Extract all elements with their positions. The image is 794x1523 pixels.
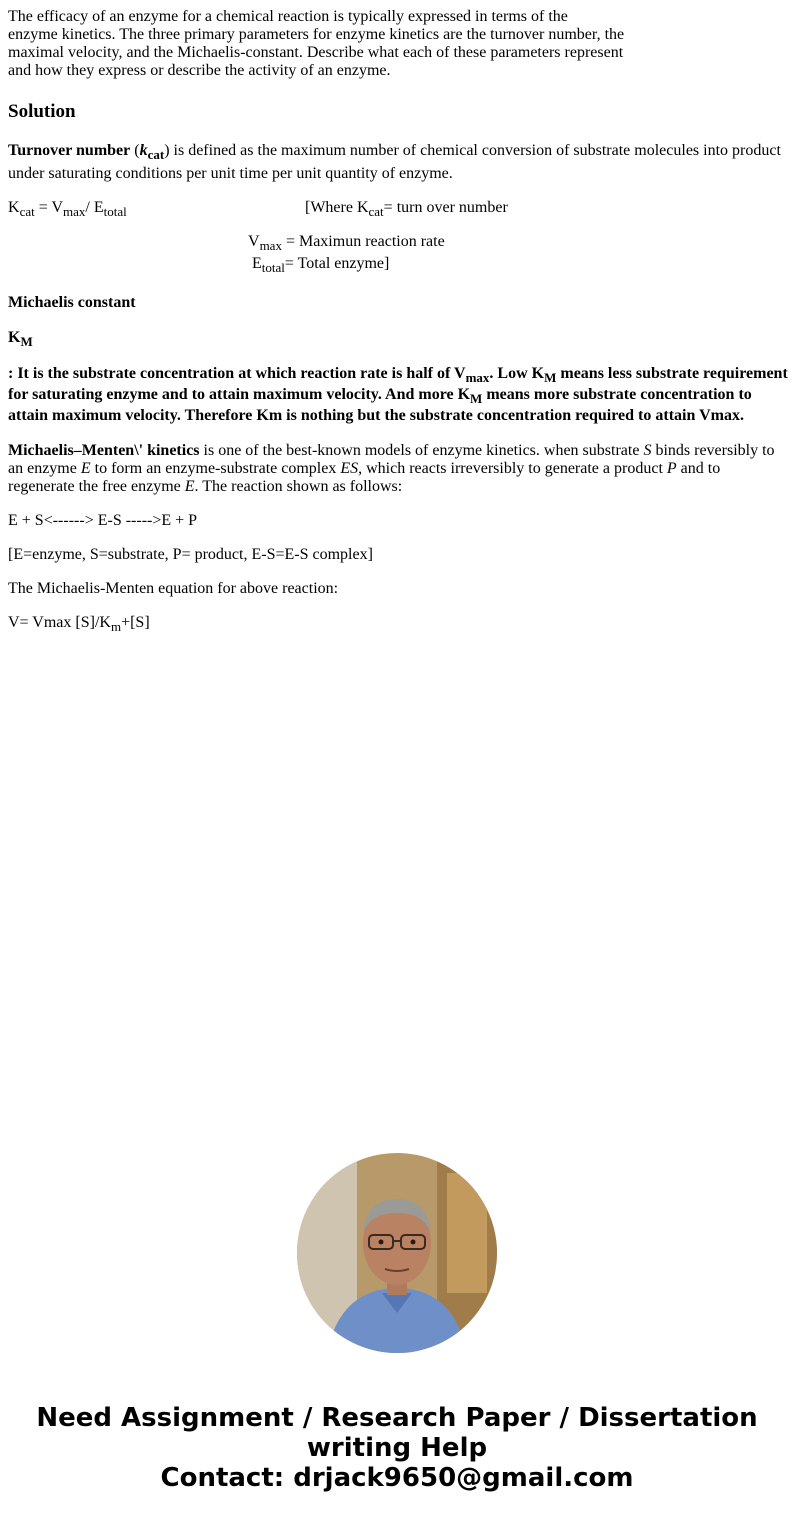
- kcat-symbol: k: [139, 142, 148, 159]
- formula-definitions: [8, 233, 788, 277]
- question-line: The efficacy of an enzyme for a chemical reaction is typically expressed in terms of the: [8, 8, 568, 25]
- reaction-legend: [E=enzyme, S=substrate, P= product, E-S=E-S complex]: [8, 546, 373, 563]
- reaction-scheme: E + S<------> E-S ----->E + P: [8, 512, 198, 529]
- km-symbol: $K_M$: [8, 329, 33, 349]
- solution-heading: Solution: [8, 101, 76, 122]
- avatar-photo: [297, 1153, 497, 1353]
- turnover-term: Turnover number: [8, 142, 131, 159]
- turnover-paragraph: Turnover number $(k_{cat})$ is defined as the maximum number of chemical conversion of substrate molecules into product under saturating conditions per unit time per unit quantity of enzyme.: [8, 142, 781, 182]
- footer-banner: [0, 1403, 794, 1493]
- equation-intro: The Michaelis-Menten equation for above reaction:: [8, 580, 339, 597]
- mm-equation: V= Vmax $[S]/K_m+[S]$: [8, 614, 150, 634]
- michaelis-heading: Michaelis constant: [8, 294, 136, 311]
- question-line: and how they express or describe the activity of an enzyme.: [8, 62, 391, 79]
- kcat-formula: [8, 199, 788, 221]
- footer-line: writing Help: [306, 1433, 488, 1463]
- mm-term: Michaelis–Menten\' kinetics: [8, 442, 200, 459]
- question-line: enzyme kinetics. The three primary parameters for enzyme kinetics are the turnover number, the: [8, 26, 625, 43]
- kcat-definition: [Where $K_{cat}=$ turn over number: [305, 199, 508, 219]
- kcat-equation: $K_{cat} = V_{max}/$ $E_{total}$: [8, 199, 127, 219]
- footer-contact: Contact: drjack9650@gmail.com: [160, 1463, 634, 1493]
- footer-line: Need Assignment / Research Paper / Dissertation: [36, 1403, 758, 1433]
- km-description: : It is the substrate concentration at which reaction rate is half of $V_{max}$. Low $K_M$ means less substrate requirement for saturating enzyme and to attain maximum velocity. And more $K_M$ means more substrate concentration to attain maximum velocity. Therefore Km is nothing but the substrate concentration required to attain Vmax.: [8, 365, 788, 424]
- vmax-definition: $V_{max}$ = Maximun reaction rate: [248, 233, 445, 253]
- mm-kinetics-paragraph: Michaelis–Menten\' kinetics is one of the best-known models of enzyme kinetics. when substrate S binds reversibly to an enzyme E to form an enzyme-substrate complex ES, which reacts irreversibly to generate a product P and to regenerate the free enzyme E. The reaction shown as follows:: [8, 442, 775, 495]
- question-text: [8, 8, 638, 80]
- avatar: [297, 1153, 497, 1353]
- question-line: maximal velocity, and the Michaelis-constant. Describe what each of these parameters represent: [8, 44, 624, 61]
- document-content: [8, 8, 788, 632]
- etotal-definition: $E_{total}=$ Total enzyme]: [252, 255, 390, 275]
